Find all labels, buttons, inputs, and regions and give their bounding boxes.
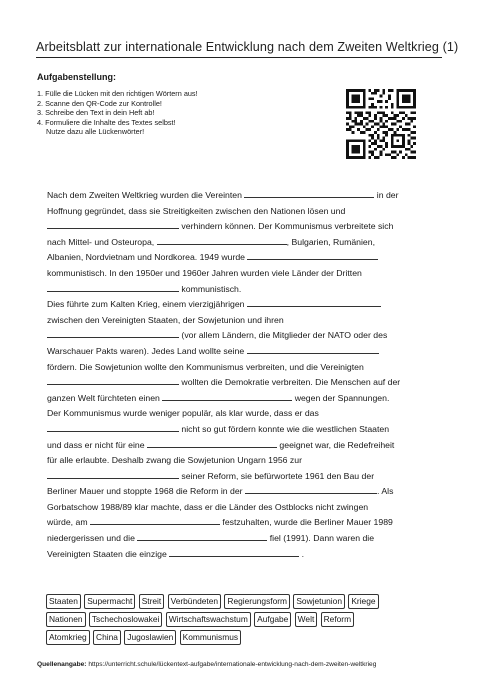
word-bank-row: [46, 594, 446, 609]
text-segment: wegen der Spannungen.: [294, 392, 390, 403]
source-note: [37, 661, 376, 668]
word-chip[interactable]: Staaten: [46, 594, 81, 609]
gap-blank[interactable]: [169, 547, 299, 557]
text-segment: .: [301, 548, 305, 559]
text-segment: Vereinigten Staaten die einzige: [47, 548, 167, 559]
gap-blank[interactable]: [47, 422, 179, 432]
gap-blank[interactable]: [47, 282, 179, 292]
task-heading: Aufgabenstellung:: [37, 72, 116, 82]
word-chip[interactable]: Regierungsform: [224, 594, 290, 609]
text-segment: fiel (1991). Dann waren die: [269, 533, 375, 544]
gap-blank[interactable]: [147, 438, 277, 448]
text-segment: für alle erlaubte. Deshalb zwang die Sowjetunion Ungarn 1956 zur: [47, 455, 302, 466]
task-list: [37, 89, 198, 137]
text-segment: würde, am: [47, 517, 88, 528]
task-item: Nutze dazu alle Lückenwörter!: [46, 127, 145, 137]
text-segment: ganzen Welt fürchteten einen: [47, 392, 160, 403]
gap-blank[interactable]: [47, 328, 179, 338]
gap-blank[interactable]: [157, 235, 287, 245]
text-segment: nicht so gut fördern konnte wie die westlichen Staaten: [181, 423, 390, 434]
text-segment: Der Kommunismus wurde weniger populär, als klar wurde, dass er das: [47, 408, 319, 419]
word-chip[interactable]: Streit: [139, 594, 165, 609]
text-segment: Gorbatschow 1988/89 klar machte, dass er die Länder des Ostblocks nicht zwingen: [47, 501, 369, 512]
gap-blank[interactable]: [247, 344, 379, 354]
word-chip[interactable]: Welt: [295, 612, 318, 627]
word-chip[interactable]: Supermacht: [84, 594, 135, 609]
word-chip[interactable]: Jugoslawien: [124, 630, 176, 645]
text-segment: verhindern können. Der Kommunismus verbreitete sich: [181, 221, 394, 232]
gap-blank[interactable]: [47, 375, 179, 385]
gap-blank[interactable]: [247, 297, 381, 307]
text-segment: (vor allem Ländern, die Mitglieder der NATO oder des: [181, 330, 388, 341]
gap-blank[interactable]: [244, 188, 374, 198]
word-chip[interactable]: Nationen: [46, 612, 86, 627]
text-segment: Nach dem Zweiten Weltkrieg wurden die Vereinten: [47, 190, 242, 200]
text-segment: zwischen den Vereinigten Staaten, der Sowjetunion und ihren: [47, 314, 284, 325]
text-segment: Berliner Mauer und stoppte 1968 die Reform in der: [47, 486, 243, 497]
task-item: 2. Scanne den QR-Code zur Kontrolle!: [37, 98, 162, 108]
task-item: 4. Formuliere die Inhalte des Textes selbst!: [37, 117, 176, 127]
text-segment: und dass er nicht für eine: [47, 439, 145, 450]
text-segment: niedergerissen und die: [47, 533, 135, 544]
text-segment: Dies führte zum Kalten Krieg, einem vierzigjährigen: [47, 299, 245, 310]
text-segment: nach Mittel- und Osteuropa,: [47, 236, 155, 247]
word-chip[interactable]: Kommunismus: [180, 630, 241, 645]
gap-blank[interactable]: [162, 391, 292, 401]
gap-blank[interactable]: [245, 484, 377, 494]
text-segment: kommunistisch.: [181, 283, 242, 294]
word-chip[interactable]: China: [93, 630, 121, 645]
source-link[interactable]: https://unterricht.schule/lückentext-aufgabe/internationale-entwicklung-nach-dem-zweiten-weltkrieg: [88, 661, 377, 668]
word-chip[interactable]: Tschechoslowakei: [89, 612, 163, 627]
cloze-text: [47, 188, 437, 562]
word-chip[interactable]: Verbündeten: [168, 594, 222, 609]
source-label: Quellenangabe:: [37, 661, 87, 668]
gap-blank[interactable]: [90, 515, 220, 525]
word-chip[interactable]: Wirtschaftswachstum: [166, 612, 251, 627]
word-chip[interactable]: Reform: [321, 612, 354, 627]
task-item: 3. Schreibe den Text in dein Heft ab!: [37, 108, 155, 118]
page-title: Arbeitsblatt zur internationale Entwicklung nach dem Zweiten Weltkrieg (1): [36, 40, 459, 54]
word-chip[interactable]: Kriege: [348, 594, 378, 609]
text-segment: fördern. Die Sowjetunion wollte den Kommunismus verbreiten, und die Vereinigten: [47, 361, 364, 372]
word-bank-row: [46, 612, 446, 627]
word-bank: [46, 594, 446, 648]
gap-blank[interactable]: [247, 250, 378, 260]
text-segment: Warschauer Pakts waren). Jedes Land wollte seine: [47, 345, 245, 356]
word-chip[interactable]: Sowjetunion: [293, 594, 345, 609]
gap-blank[interactable]: [47, 219, 179, 229]
text-segment: wollten die Demokratie verbreiten. Die Menschen auf der: [181, 377, 401, 388]
text-segment: geeignet war, die Redefreiheit: [279, 439, 395, 450]
text-segment: kommunistisch. In den 1950er und 1960er Jahren wurden viele Länder der Dritten: [47, 267, 362, 278]
text-segment: Hoffnung gegründet, dass sie Streitigkeiten zwischen den Nationen lösen und: [47, 205, 346, 216]
word-chip[interactable]: Aufgabe: [254, 612, 291, 627]
title-underline: [36, 57, 442, 58]
qr-code-icon: [346, 89, 416, 159]
text-segment: Albanien, Nordvietnam und Nordkorea. 1949 wurde: [47, 252, 246, 263]
text-segment: , Bulgarien, Rumänien,: [286, 236, 375, 247]
gap-blank[interactable]: [47, 469, 179, 479]
word-chip[interactable]: Atomkrieg: [46, 630, 90, 645]
word-bank-row: [46, 630, 446, 645]
text-segment: seiner Reform, sie befürwortete 1961 den Bau der: [181, 470, 375, 481]
text-segment: in der: [376, 190, 399, 200]
task-item: 1. Fülle die Lücken mit den richtigen Wörtern aus!: [37, 89, 198, 98]
gap-blank[interactable]: [137, 531, 267, 541]
text-segment: . Als: [377, 486, 394, 497]
text-segment: festzuhalten, wurde die Berliner Mauer 1989: [222, 517, 393, 528]
